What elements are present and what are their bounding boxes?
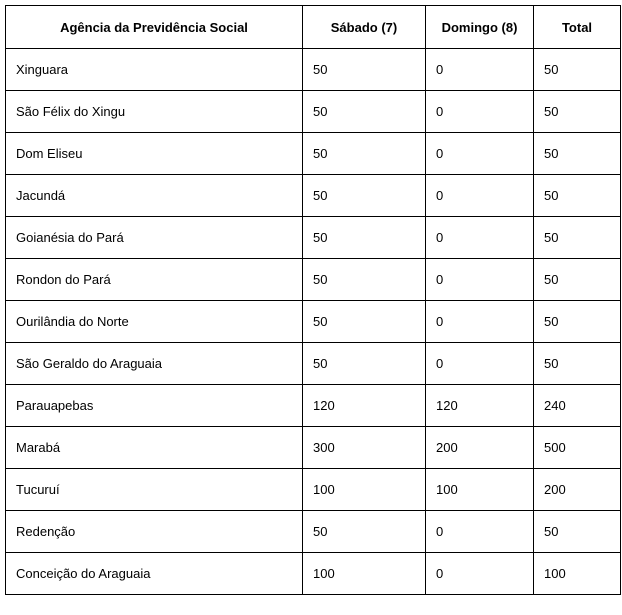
cell-sunday: 0: [426, 217, 534, 259]
cell-agency: Xinguara: [6, 49, 303, 91]
cell-saturday: 100: [303, 469, 426, 511]
cell-agency: Conceição do Araguaia: [6, 553, 303, 595]
table-row: [6, 217, 621, 259]
cell-total: 50: [534, 133, 621, 175]
cell-sunday: 0: [426, 553, 534, 595]
cell-agency: Rondon do Pará: [6, 259, 303, 301]
cell-sunday: 0: [426, 301, 534, 343]
header-total: Total: [534, 6, 621, 49]
cell-sunday: 0: [426, 175, 534, 217]
cell-saturday: 50: [303, 175, 426, 217]
cell-sunday: 0: [426, 133, 534, 175]
cell-sunday: 0: [426, 343, 534, 385]
header-agency: Agência da Previdência Social: [6, 6, 303, 49]
table-row: [6, 553, 621, 595]
cell-total: 50: [534, 343, 621, 385]
cell-agency: Goianésia do Pará: [6, 217, 303, 259]
cell-saturday: 50: [303, 133, 426, 175]
cell-saturday: 300: [303, 427, 426, 469]
cell-agency: Jacundá: [6, 175, 303, 217]
cell-total: 50: [534, 91, 621, 133]
cell-saturday: 50: [303, 343, 426, 385]
cell-agency: Tucuruí: [6, 469, 303, 511]
cell-total: 50: [534, 301, 621, 343]
table-body: [6, 49, 621, 595]
table-row: [6, 427, 621, 469]
table-row: [6, 343, 621, 385]
header-saturday: Sábado (7): [303, 6, 426, 49]
cell-agency: Parauapebas: [6, 385, 303, 427]
table-row: [6, 301, 621, 343]
cell-total: 50: [534, 511, 621, 553]
cell-agency: São Geraldo do Araguaia: [6, 343, 303, 385]
cell-total: 50: [534, 175, 621, 217]
cell-sunday: 100: [426, 469, 534, 511]
cell-total: 500: [534, 427, 621, 469]
table-row: [6, 385, 621, 427]
cell-total: 200: [534, 469, 621, 511]
cell-saturday: 50: [303, 511, 426, 553]
cell-saturday: 100: [303, 553, 426, 595]
table-row: [6, 49, 621, 91]
table-row: [6, 469, 621, 511]
header-sunday: Domingo (8): [426, 6, 534, 49]
cell-total: 100: [534, 553, 621, 595]
cell-total: 50: [534, 49, 621, 91]
cell-saturday: 50: [303, 259, 426, 301]
cell-total: 50: [534, 259, 621, 301]
cell-sunday: 120: [426, 385, 534, 427]
cell-agency: São Félix do Xingu: [6, 91, 303, 133]
cell-sunday: 0: [426, 511, 534, 553]
cell-saturday: 50: [303, 217, 426, 259]
cell-saturday: 50: [303, 301, 426, 343]
cell-saturday: 50: [303, 49, 426, 91]
cell-sunday: 0: [426, 91, 534, 133]
cell-total: 50: [534, 217, 621, 259]
cell-agency: Marabá: [6, 427, 303, 469]
table-row: [6, 259, 621, 301]
table-row: [6, 175, 621, 217]
cell-total: 240: [534, 385, 621, 427]
cell-sunday: 200: [426, 427, 534, 469]
cell-agency: Ourilândia do Norte: [6, 301, 303, 343]
header-row: [6, 6, 621, 49]
table-row: [6, 133, 621, 175]
cell-sunday: 0: [426, 259, 534, 301]
cell-agency: Redenção: [6, 511, 303, 553]
table-row: [6, 511, 621, 553]
cell-sunday: 0: [426, 49, 534, 91]
cell-saturday: 50: [303, 91, 426, 133]
cell-agency: Dom Eliseu: [6, 133, 303, 175]
cell-saturday: 120: [303, 385, 426, 427]
agency-schedule-table: [5, 5, 621, 595]
table-row: [6, 91, 621, 133]
